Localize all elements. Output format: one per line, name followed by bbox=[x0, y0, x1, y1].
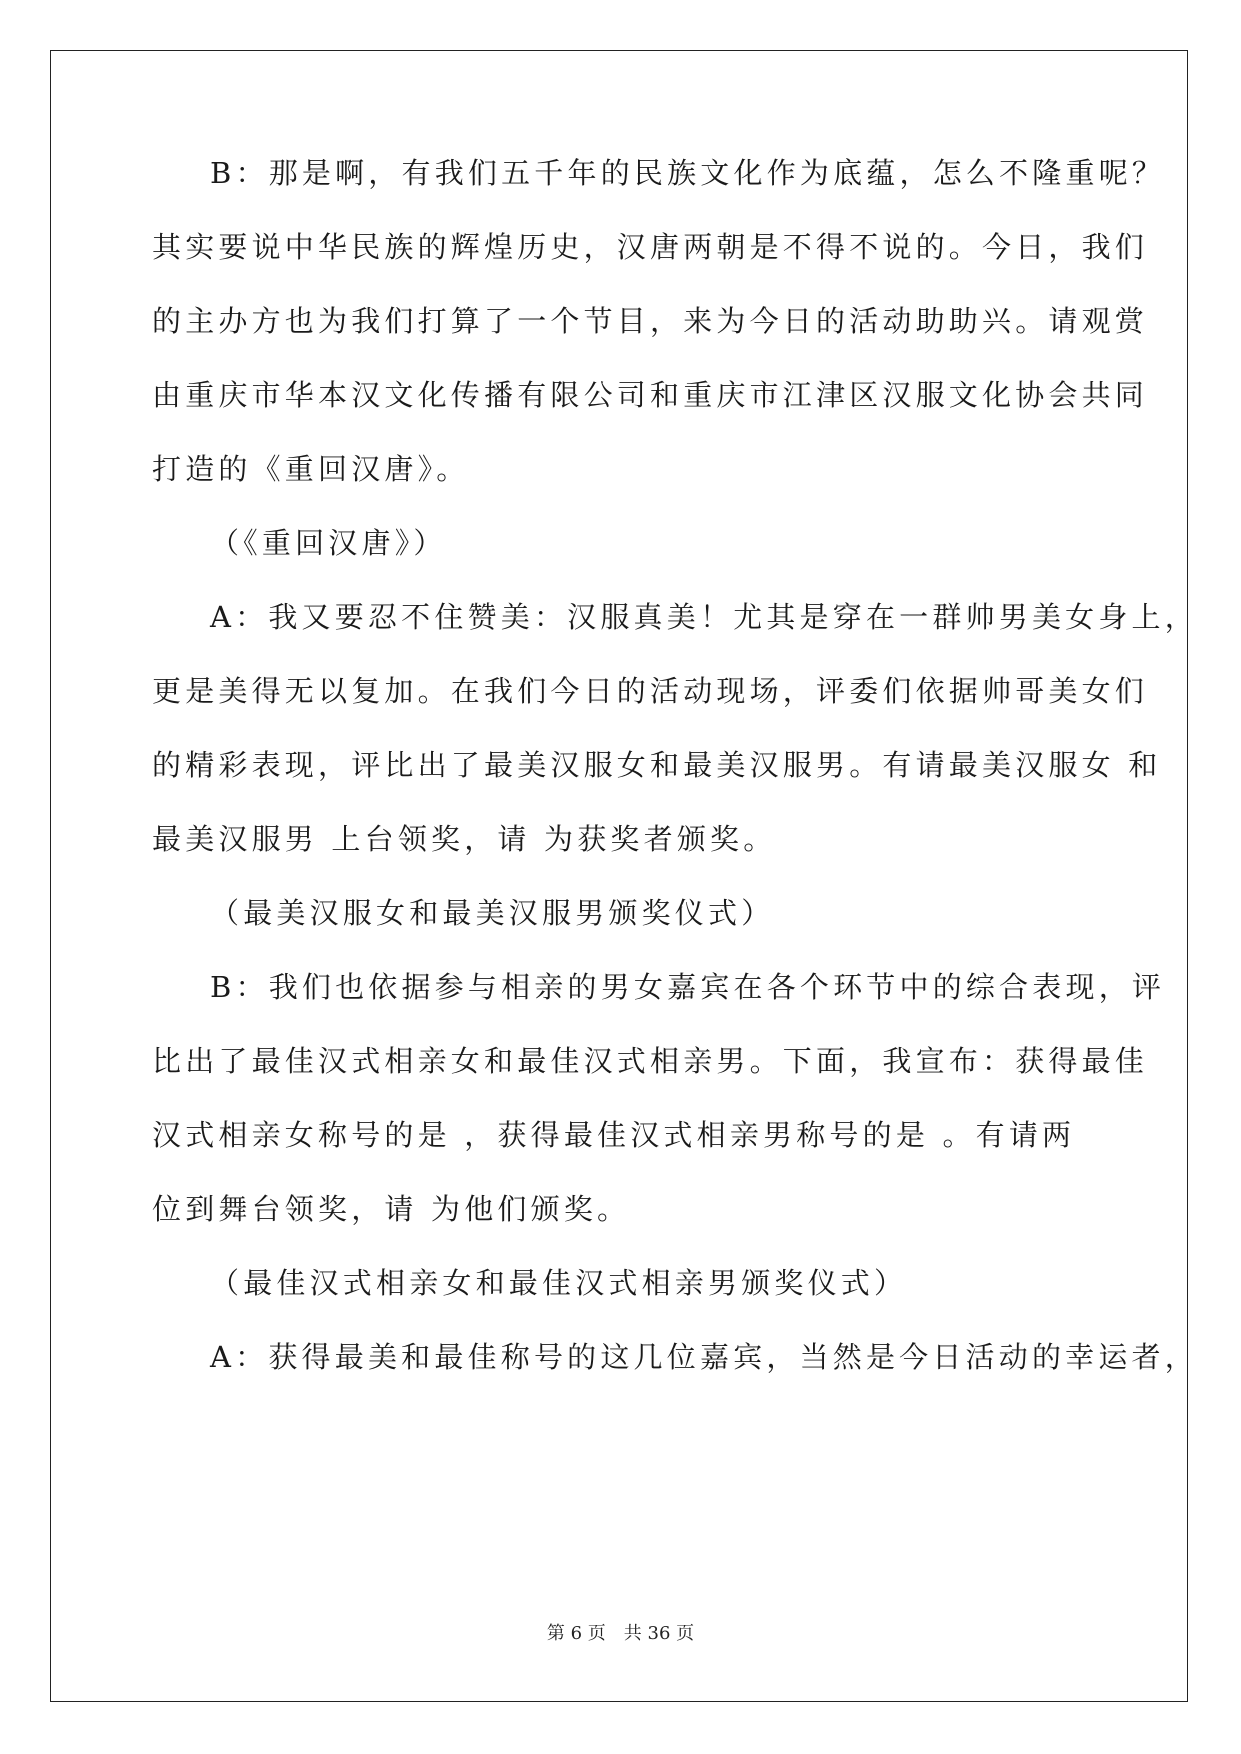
text-line: 比出了最佳汉式相亲女和最佳汉式相亲男。下面，我宣布：获得最佳 bbox=[152, 1044, 1149, 1078]
text-line: 的主办方也为我们打算了一个节目，来为今日的活动助助兴。请观赏 bbox=[152, 304, 1149, 338]
text-line: 由重庆市华本汉文化传播有限公司和重庆市江津区汉服文化协会共同 bbox=[152, 378, 1149, 412]
stage-direction: （最美汉服女和最美汉服男颁奖仪式） bbox=[210, 896, 775, 930]
text-line: 的精彩表现，评比出了最美汉服女和最美汉服男。有请最美汉服女 和 bbox=[152, 748, 1162, 782]
text-line: A：我又要忍不住赞美：汉服真美！尤其是穿在一群帅男美女身上， bbox=[210, 600, 1198, 634]
text-line: 更是美得无以复加。在我们今日的活动现场，评委们依据帅哥美女们 bbox=[152, 674, 1149, 708]
page-number: 第 6 页 共 36 页 bbox=[546, 1623, 695, 1644]
stage-direction: （《重回汉唐》） bbox=[210, 526, 447, 560]
text-line: A：获得最美和最佳称号的这几位嘉宾，当然是今日活动的幸运者， bbox=[210, 1340, 1198, 1374]
page-border bbox=[50, 50, 1188, 1702]
text-line: 最美汉服男 上台领奖，请 为获奖者颁奖。 bbox=[152, 822, 777, 856]
text-line: B：我们也依据参与相亲的男女嘉宾在各个环节中的综合表现，评 bbox=[210, 970, 1166, 1004]
text-line: 其实要说中华民族的辉煌历史，汉唐两朝是不得不说的。今日，我们 bbox=[152, 230, 1149, 264]
text-line: 打造的《重回汉唐》。 bbox=[152, 452, 470, 486]
stage-direction: （最佳汉式相亲女和最佳汉式相亲男颁奖仪式） bbox=[210, 1266, 908, 1300]
text-line: 汉式相亲女称号的是 ，获得最佳汉式相亲男称号的是 。有请两 bbox=[152, 1118, 1076, 1152]
text-line: B：那是啊，有我们五千年的民族文化作为底蕴，怎么不隆重呢？ bbox=[210, 156, 1166, 190]
text-line: 位到舞台领奖，请 为他们颁奖。 bbox=[152, 1192, 631, 1226]
